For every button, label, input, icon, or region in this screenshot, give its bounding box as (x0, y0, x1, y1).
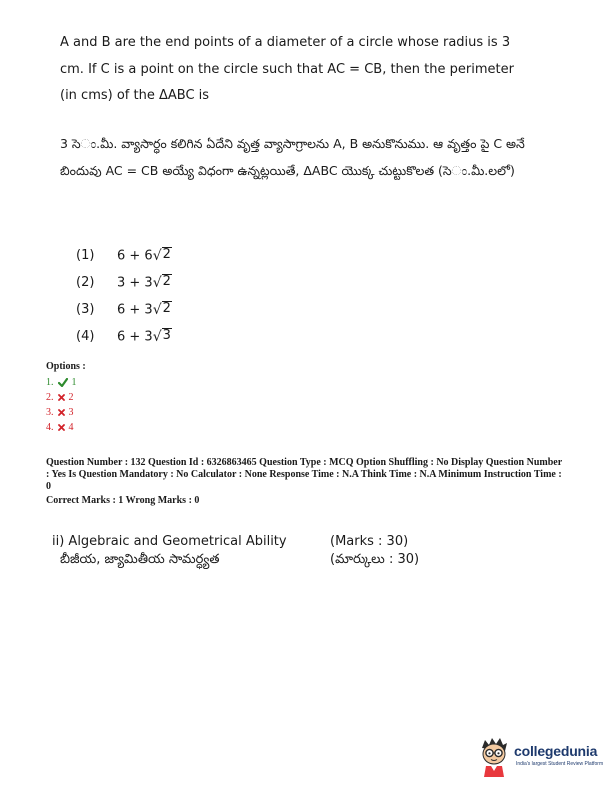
option-value: 4 (68, 422, 74, 433)
marks-metadata: Correct Marks : 1 Wrong Marks : 0 (46, 495, 200, 506)
option-number: 4. (46, 422, 54, 433)
cross-icon (58, 409, 65, 416)
choice-expression: 6 + 3 √ 2 (117, 301, 171, 318)
section-title-telugu: బీజీయ, జ్యామితీయ సామర్ధ్యత (60, 552, 220, 567)
logo-tagline: India's largest Student Review Platform (516, 761, 604, 767)
logo-wordmark: collegedunia (514, 743, 598, 759)
cross-icon (58, 424, 65, 431)
choice-expression: 6 + 6 √ 2 (117, 247, 171, 264)
choice-number: (3) (76, 302, 95, 317)
section-marks-telugu: (మార్కులు : 30) (330, 552, 420, 567)
sqrt-symbol: √ 2 (152, 301, 171, 318)
student-avatar-icon (476, 735, 512, 777)
check-icon (58, 378, 68, 387)
option-number: 2. (46, 392, 54, 403)
option-3 (46, 405, 77, 420)
option-1 (46, 375, 77, 390)
choice-number: (4) (76, 329, 95, 344)
answer-choices (76, 242, 172, 350)
choice-number: (1) (76, 248, 95, 263)
option-number: 1. (46, 377, 54, 388)
collegedunia-logo (476, 735, 604, 779)
options-title: Options : (46, 361, 86, 372)
choice-4 (76, 323, 172, 350)
sqrt-symbol: √ 2 (152, 247, 171, 264)
choice-1 (76, 242, 172, 269)
option-value: 2 (68, 392, 74, 403)
option-value: 1 (71, 377, 77, 388)
choice-2 (76, 269, 172, 296)
question-telugu: 3 సెಂ.మీ. వ్యాసార్ధం కలిగిన ఏదేని వృత్త వ్యాసాగ్రాలను A, B అనుకొనుము. ఆ వృత్తం పై C అనే బిందువు AC = CB అయ్యే విధంగా ఉన్నట్లయితే, ΔABC యొక్క చుట్టుకొలత (సెಂ.మీ.లలో) (60, 136, 525, 178)
section-title-english: ii) Algebraic and Geometrical Ability (52, 534, 287, 549)
choice-number: (2) (76, 275, 95, 290)
sqrt-symbol: √ 2 (152, 274, 171, 291)
option-value: 3 (68, 407, 74, 418)
choice-expression: 3 + 3 √ 2 (117, 274, 171, 291)
choice-3 (76, 296, 172, 323)
options-list (46, 375, 77, 435)
choice-expression: 6 + 3 √ 3 (117, 328, 171, 345)
section-marks-english: (Marks : 30) (330, 534, 409, 549)
question-metadata: Question Number : 132 Question Id : 6326863465 Question Type : MCQ Option Shuffling : No Display Question Number : Yes Is Question Mandatory : No Calculator : None Response Time : N.A Think Time : N.A Minimum Instruction Time : 0 (46, 457, 562, 493)
option-2 (46, 390, 77, 405)
cross-icon (58, 394, 65, 401)
option-number: 3. (46, 407, 54, 418)
option-4 (46, 420, 77, 435)
question-english: A and B are the end points of a diameter of a circle whose radius is 3 cm. If C is a point on the circle such that AC = CB, then the perimeter (in cms) of the ΔABC is (60, 35, 514, 103)
sqrt-symbol: √ 3 (152, 328, 171, 345)
